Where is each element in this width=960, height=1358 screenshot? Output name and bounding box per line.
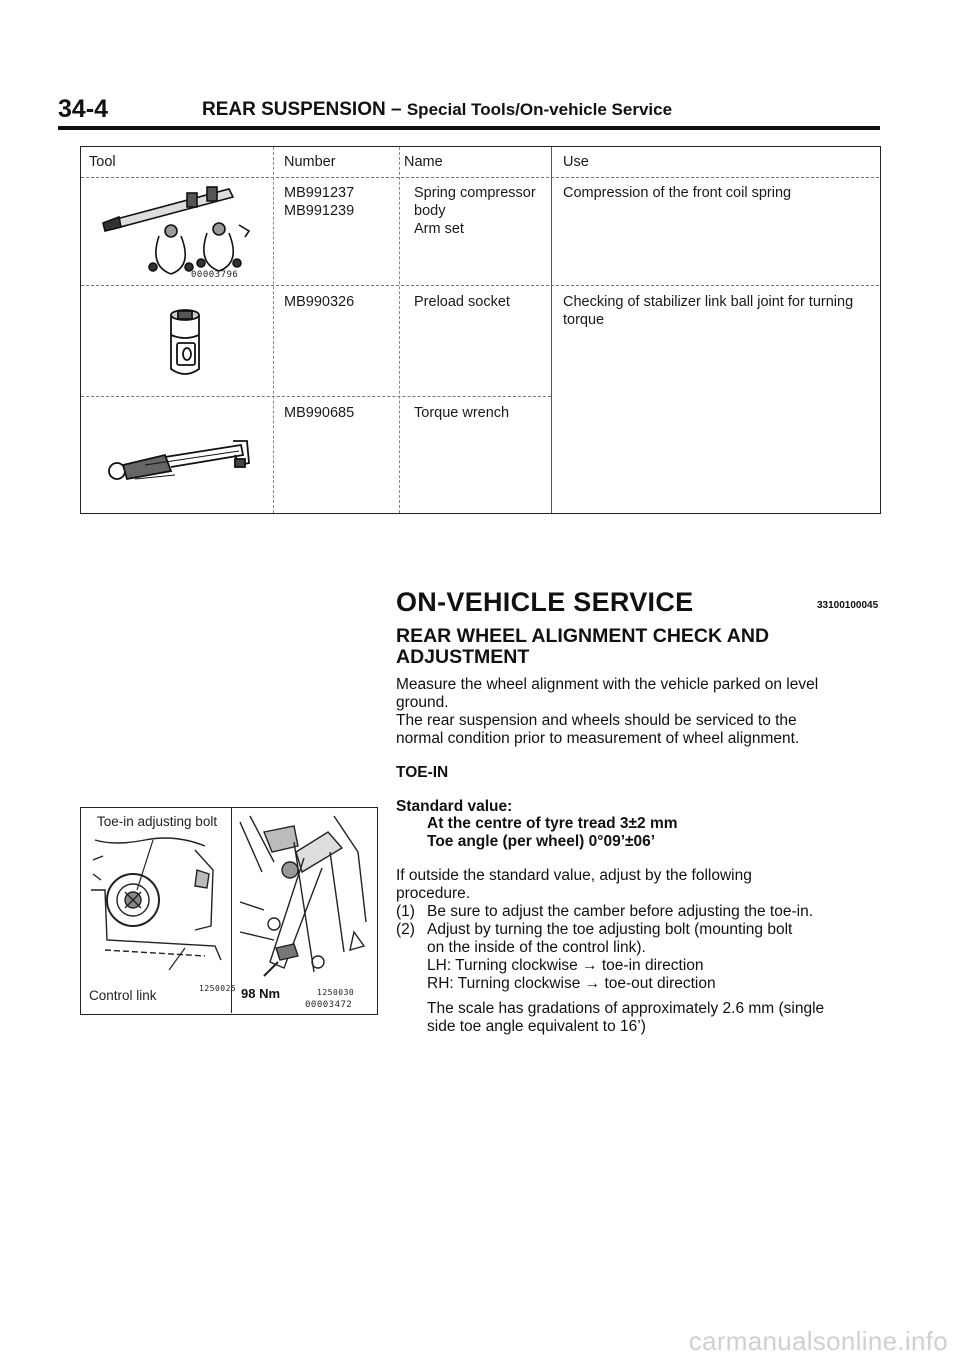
torque-value: 98 Nm (241, 986, 281, 1001)
standard-value: Toe angle (per wheel) 0°09’±06’ (427, 833, 656, 850)
tool-name: Arm set (414, 221, 464, 237)
tool-number: MB990326 (284, 294, 355, 310)
procedure-line: If outside the standard value, adjust by the following (396, 867, 752, 884)
subsection-title-line2: ADJUSTMENT (396, 646, 530, 668)
standard-value-label: Standard value: (396, 798, 513, 815)
label-control-link: Control link (89, 988, 157, 1003)
tool-name: Preload socket (414, 294, 510, 310)
tool-number: MB990685 (284, 405, 355, 421)
column-header-name: Name (404, 154, 443, 170)
column-header-use: Use (563, 154, 589, 170)
label-toe-in-adjusting-bolt: Toe-in adjusting bolt (97, 814, 218, 829)
procedure-line: procedure. (396, 885, 471, 902)
header-dash: – (390, 99, 402, 120)
tool-name: Spring compressor (414, 185, 536, 201)
tool-name: body (414, 203, 446, 219)
header-rule (58, 126, 880, 130)
standard-value: At the centre of tyre tread 3±2 mm (427, 815, 678, 832)
page-header-title (202, 99, 672, 121)
step-number: (1) (396, 903, 415, 920)
watermark: carmanualsonline.info (688, 1326, 948, 1356)
step-text: Adjust by turning the toe adjusting bolt (mounting bolt (427, 921, 793, 938)
toe-in-adjustment-figure (80, 807, 378, 1015)
tool-use: torque (563, 312, 605, 328)
tool-use: Checking of stabilizer link ball joint for turning (563, 294, 854, 310)
scale-note: side toe angle equivalent to 16’) (427, 1018, 646, 1035)
tool-use: Compression of the front coil spring (563, 185, 792, 201)
intro-line: normal condition prior to measurement of wheel alignment. (396, 730, 800, 747)
figure-code: 1250025 (199, 984, 237, 993)
section-code: 33100100045 (817, 600, 879, 611)
page-number: 34-4 (58, 95, 109, 123)
column-header-tool: Tool (89, 154, 116, 170)
column-divider (399, 147, 400, 513)
step-text: LH: Turning clockwise → toe-in direction (427, 957, 704, 974)
figure-code: 00003472 (305, 1000, 353, 1010)
intro-line: Measure the wheel alignment with the vehicle parked on level (396, 676, 819, 693)
scale-note: The scale has gradations of approximately 2.6 mm (single (427, 1000, 825, 1017)
rear-suspension-illustration (234, 812, 374, 993)
subsection-title-line1: REAR WHEEL ALIGNMENT CHECK AND (396, 625, 770, 647)
header-section: REAR SUSPENSION (202, 99, 386, 120)
step-text: on the inside of the control link). (427, 939, 646, 956)
column-divider (551, 147, 552, 513)
table-header-divider (81, 177, 879, 178)
intro-line: ground. (396, 694, 449, 711)
tool-number: MB991237 (284, 185, 355, 201)
tool-name: Torque wrench (414, 405, 510, 421)
special-tools-table (80, 146, 881, 514)
figure-code: 1250030 (317, 988, 355, 997)
torque-wrench-icon (105, 435, 255, 500)
header-subtitle: Special Tools/On-vehicle Service (406, 100, 673, 119)
step-number: (2) (396, 921, 415, 938)
column-divider (273, 147, 274, 513)
toe-in-heading: TOE-IN (396, 764, 449, 781)
column-header-number: Number (284, 154, 336, 170)
control-link-illustration (85, 830, 229, 985)
row-divider (81, 396, 551, 397)
figure-divider (231, 808, 232, 1013)
step-text: Be sure to adjust the camber before adjusting the toe-in. (427, 903, 814, 920)
image-code: 00003796 (191, 270, 239, 280)
intro-line: The rear suspension and wheels should be serviced to the (396, 712, 797, 729)
tool-number: MB991239 (284, 203, 355, 219)
step-text: RH: Turning clockwise → toe-out direction (427, 975, 716, 992)
preload-socket-icon (165, 307, 205, 386)
section-title: ON-VEHICLE SERVICE (396, 587, 694, 617)
spring-compressor-icon (89, 181, 269, 286)
